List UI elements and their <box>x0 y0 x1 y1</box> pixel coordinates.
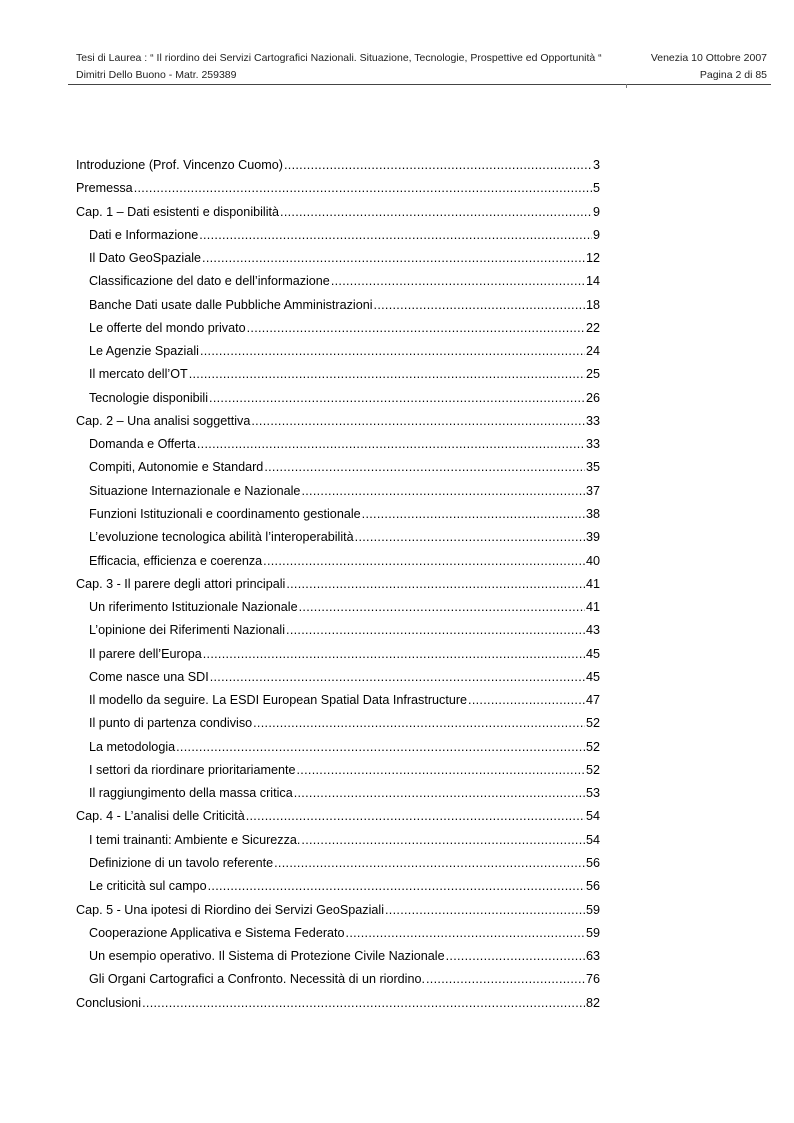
toc-subentry[interactable] <box>76 968 600 991</box>
toc-dot-leader <box>274 852 585 875</box>
toc-entry-page: 9 <box>592 227 600 242</box>
toc-entry-title: Introduzione (Prof. Vincenzo Cuomo) <box>76 158 283 172</box>
toc-entry-title: Situazione Internazionale e Nazionale <box>89 483 301 498</box>
toc-subentry[interactable] <box>76 317 600 340</box>
toc-entry-title: Un esempio operativo. Il Sistema di Protezione Civile Nazionale <box>89 949 445 964</box>
toc-entry-page: 14 <box>585 274 600 289</box>
toc-dot-leader <box>346 922 585 945</box>
toc-dot-leader <box>286 573 585 596</box>
toc-subentry[interactable] <box>76 247 600 270</box>
toc-subentry[interactable] <box>76 619 600 642</box>
toc-entry-page: 45 <box>585 646 600 661</box>
page-number: Pagina 2 di 85 <box>699 69 767 81</box>
toc-entry-title: Le offerte del mondo privato <box>89 320 246 335</box>
toc-entry-page: 52 <box>585 762 600 777</box>
toc-dot-leader <box>374 294 585 317</box>
toc-dot-leader <box>362 503 585 526</box>
page-header <box>76 50 767 84</box>
toc-entry-page: 56 <box>585 879 600 894</box>
toc-entry-title: Cap. 3 - Il parere degli attori principali <box>76 576 286 591</box>
toc-entry-title: Il mercato dell’OT <box>89 367 188 382</box>
toc-entry-page: 41 <box>585 600 600 615</box>
toc-entry[interactable] <box>76 573 600 596</box>
toc-entry-page: 24 <box>585 344 600 359</box>
toc-dot-leader <box>247 317 585 340</box>
toc-entry-page: 5 <box>592 181 600 196</box>
header-divider-tick <box>626 84 627 88</box>
header-row-top <box>76 50 767 67</box>
toc-entry-title: Il modello da seguire. La ESDI European Spatial Data Infrastructure <box>89 693 468 708</box>
toc-entry-title: Cooperazione Applicativa e Sistema Federato <box>89 925 345 940</box>
toc-subentry[interactable] <box>76 782 600 805</box>
toc-entry-page: 56 <box>585 855 600 870</box>
toc-entry-page: 18 <box>585 297 600 312</box>
toc-entry-page: 53 <box>585 786 600 801</box>
header-date: Venezia 10 Ottobre 2007 <box>650 52 767 64</box>
toc-entry-title: Funzioni Istituzionali e coordinamento gestionale <box>89 506 361 521</box>
toc-entry-page: 38 <box>585 506 600 521</box>
header-divider <box>68 84 771 85</box>
toc-dot-leader <box>286 619 585 642</box>
toc-entry-page: 3 <box>592 158 600 172</box>
toc-dot-leader <box>200 340 585 363</box>
toc-dot-leader <box>446 945 585 968</box>
toc-entry-title: Efficacia, efficienza e coerenza <box>89 553 263 568</box>
toc-dot-leader <box>284 154 592 177</box>
toc-subentry[interactable] <box>76 503 600 526</box>
toc-subentry[interactable] <box>76 480 600 503</box>
toc-dot-leader <box>251 410 585 433</box>
toc-entry-page: 45 <box>585 669 600 684</box>
table-of-contents <box>76 154 600 1015</box>
toc-entry-title: L’evoluzione tecnologica abilità l’interoperabilità <box>89 530 354 545</box>
toc-entry-title: Cap. 1 – Dati esistenti e disponibilità <box>76 204 280 219</box>
toc-entry-page: 40 <box>585 553 600 568</box>
toc-subentry[interactable] <box>76 875 600 898</box>
toc-entry-title: Banche Dati usate dalle Pubbliche Amministrazioni <box>89 297 373 312</box>
toc-entry-page: 43 <box>585 623 600 638</box>
toc-entry-page: 9 <box>592 204 600 219</box>
toc-dot-leader <box>264 456 585 479</box>
toc-entry[interactable] <box>76 899 600 922</box>
toc-dot-leader <box>189 363 585 386</box>
toc-entry-title: Il raggiungimento della massa critica <box>89 786 293 801</box>
toc-subentry[interactable] <box>76 526 600 549</box>
toc-subentry[interactable] <box>76 224 600 247</box>
toc-entry-title: Conclusioni <box>76 995 142 1010</box>
toc-subentry[interactable] <box>76 829 600 852</box>
toc-dot-leader <box>426 968 585 991</box>
toc-subentry[interactable] <box>76 689 600 712</box>
toc-entry-page: 54 <box>585 832 600 847</box>
toc-entry-title: Dati e Informazione <box>89 227 199 242</box>
toc-entry-title: Cap. 2 – Una analisi soggettiva <box>76 413 251 428</box>
toc-subentry[interactable] <box>76 550 600 573</box>
toc-subentry[interactable] <box>76 596 600 619</box>
toc-dot-leader <box>246 805 585 828</box>
toc-entry-title: Cap. 5 - Una ipotesi di Riordino dei Servizi GeoSpaziali <box>76 902 384 917</box>
toc-dot-leader <box>297 759 585 782</box>
toc-entry[interactable] <box>76 410 600 433</box>
toc-entry-title: Tecnologie disponibili <box>89 390 209 405</box>
toc-entry-page: 12 <box>585 251 600 266</box>
toc-entry-title: Definizione di un tavolo referente <box>89 855 274 870</box>
toc-dot-leader <box>355 526 585 549</box>
toc-dot-leader <box>280 201 592 224</box>
toc-dot-leader <box>202 247 585 270</box>
toc-entry-page: 82 <box>585 995 600 1010</box>
toc-entry-page: 63 <box>585 949 600 964</box>
toc-dot-leader <box>203 643 585 666</box>
toc-entry-title: La metodologia <box>89 739 176 754</box>
toc-subentry[interactable] <box>76 433 600 456</box>
toc-entry[interactable] <box>76 154 600 177</box>
toc-entry-page: 39 <box>585 530 600 545</box>
author-name: Dimitri Dello Buono - Matr. 259389 <box>76 69 237 81</box>
toc-entry-title: Cap. 4 - L’analisi delle Criticità <box>76 809 245 824</box>
toc-entry-page: 37 <box>585 483 600 498</box>
toc-subentry[interactable] <box>76 922 600 945</box>
toc-entry-page: 41 <box>585 576 600 591</box>
toc-dot-leader <box>209 387 585 410</box>
toc-entry-page: 52 <box>585 739 600 754</box>
toc-dot-leader <box>294 782 585 805</box>
toc-entry-title: I settori da riordinare prioritariamente <box>89 762 296 777</box>
toc-entry-page: 26 <box>585 390 600 405</box>
toc-entry[interactable] <box>76 992 600 1015</box>
toc-dot-leader <box>134 177 592 200</box>
toc-entry-title: Il punto di partenza condiviso <box>89 716 253 731</box>
toc-subentry[interactable] <box>76 270 600 293</box>
toc-entry-title: I temi trainanti: Ambiente e Sicurezza. <box>89 832 301 847</box>
toc-entry-title: Un riferimento Istituzionale Nazionale <box>89 600 298 615</box>
toc-entry-title: L’opinione dei Riferimenti Nazionali <box>89 623 286 638</box>
toc-entry[interactable] <box>76 201 600 224</box>
toc-dot-leader <box>301 480 585 503</box>
toc-entry-title: Premessa <box>76 181 133 196</box>
toc-dot-leader <box>301 829 585 852</box>
toc-entry-page: 52 <box>585 716 600 731</box>
toc-dot-leader <box>385 899 585 922</box>
toc-entry-title: Compiti, Autonomie e Standard <box>89 460 264 475</box>
toc-dot-leader <box>253 712 585 735</box>
toc-dot-leader <box>299 596 585 619</box>
thesis-title: Tesi di Laurea : “ Il riordino dei Servizi Cartografici Nazionali. Situazione, Tecnologie, Prospettive ed Opportunità “ <box>76 52 602 64</box>
toc-entry-page: 47 <box>585 693 600 708</box>
toc-subentry[interactable] <box>76 363 600 386</box>
toc-entry-title: Le criticità sul campo <box>89 879 207 894</box>
header-row-bottom <box>76 67 767 84</box>
toc-subentry[interactable] <box>76 759 600 782</box>
toc-subentry[interactable] <box>76 736 600 759</box>
toc-entry[interactable] <box>76 177 600 200</box>
toc-entry-page: 33 <box>585 437 600 452</box>
toc-entry-title: Come nasce una SDI <box>89 669 209 684</box>
toc-subentry[interactable] <box>76 852 600 875</box>
toc-dot-leader <box>208 875 585 898</box>
toc-entry-title: Il parere dell’Europa <box>89 646 202 661</box>
toc-subentry[interactable] <box>76 387 600 410</box>
toc-subentry[interactable] <box>76 294 600 317</box>
toc-dot-leader <box>468 689 585 712</box>
toc-entry-page: 76 <box>585 972 600 987</box>
toc-entry-page: 54 <box>585 809 600 824</box>
toc-entry-page: 22 <box>585 320 600 335</box>
toc-dot-leader <box>263 550 585 573</box>
toc-entry-title: Classificazione del dato e dell’informazione <box>89 274 330 289</box>
toc-subentry[interactable] <box>76 456 600 479</box>
toc-entry-page: 33 <box>585 413 600 428</box>
toc-entry[interactable] <box>76 805 600 828</box>
toc-dot-leader <box>176 736 585 759</box>
toc-entry-title: Le Agenzie Spaziali <box>89 344 199 359</box>
toc-dot-leader <box>199 224 592 247</box>
toc-dot-leader <box>210 666 585 689</box>
toc-entry-title: Il Dato GeoSpaziale <box>89 251 202 266</box>
toc-entry-title: Gli Organi Cartografici a Confronto. Necessità di un riordino. <box>89 972 425 987</box>
toc-subentry[interactable] <box>76 340 600 363</box>
toc-entry-page: 25 <box>585 367 600 382</box>
toc-dot-leader <box>331 270 585 293</box>
toc-entry-page: 59 <box>585 902 600 917</box>
toc-entry-page: 59 <box>585 925 600 940</box>
toc-entry-title: Domanda e Offerta <box>89 437 196 452</box>
toc-entry-page: 35 <box>585 460 600 475</box>
toc-subentry[interactable] <box>76 643 600 666</box>
toc-subentry[interactable] <box>76 666 600 689</box>
toc-dot-leader <box>142 992 585 1015</box>
toc-subentry[interactable] <box>76 945 600 968</box>
toc-dot-leader <box>197 433 585 456</box>
toc-subentry[interactable] <box>76 712 600 735</box>
